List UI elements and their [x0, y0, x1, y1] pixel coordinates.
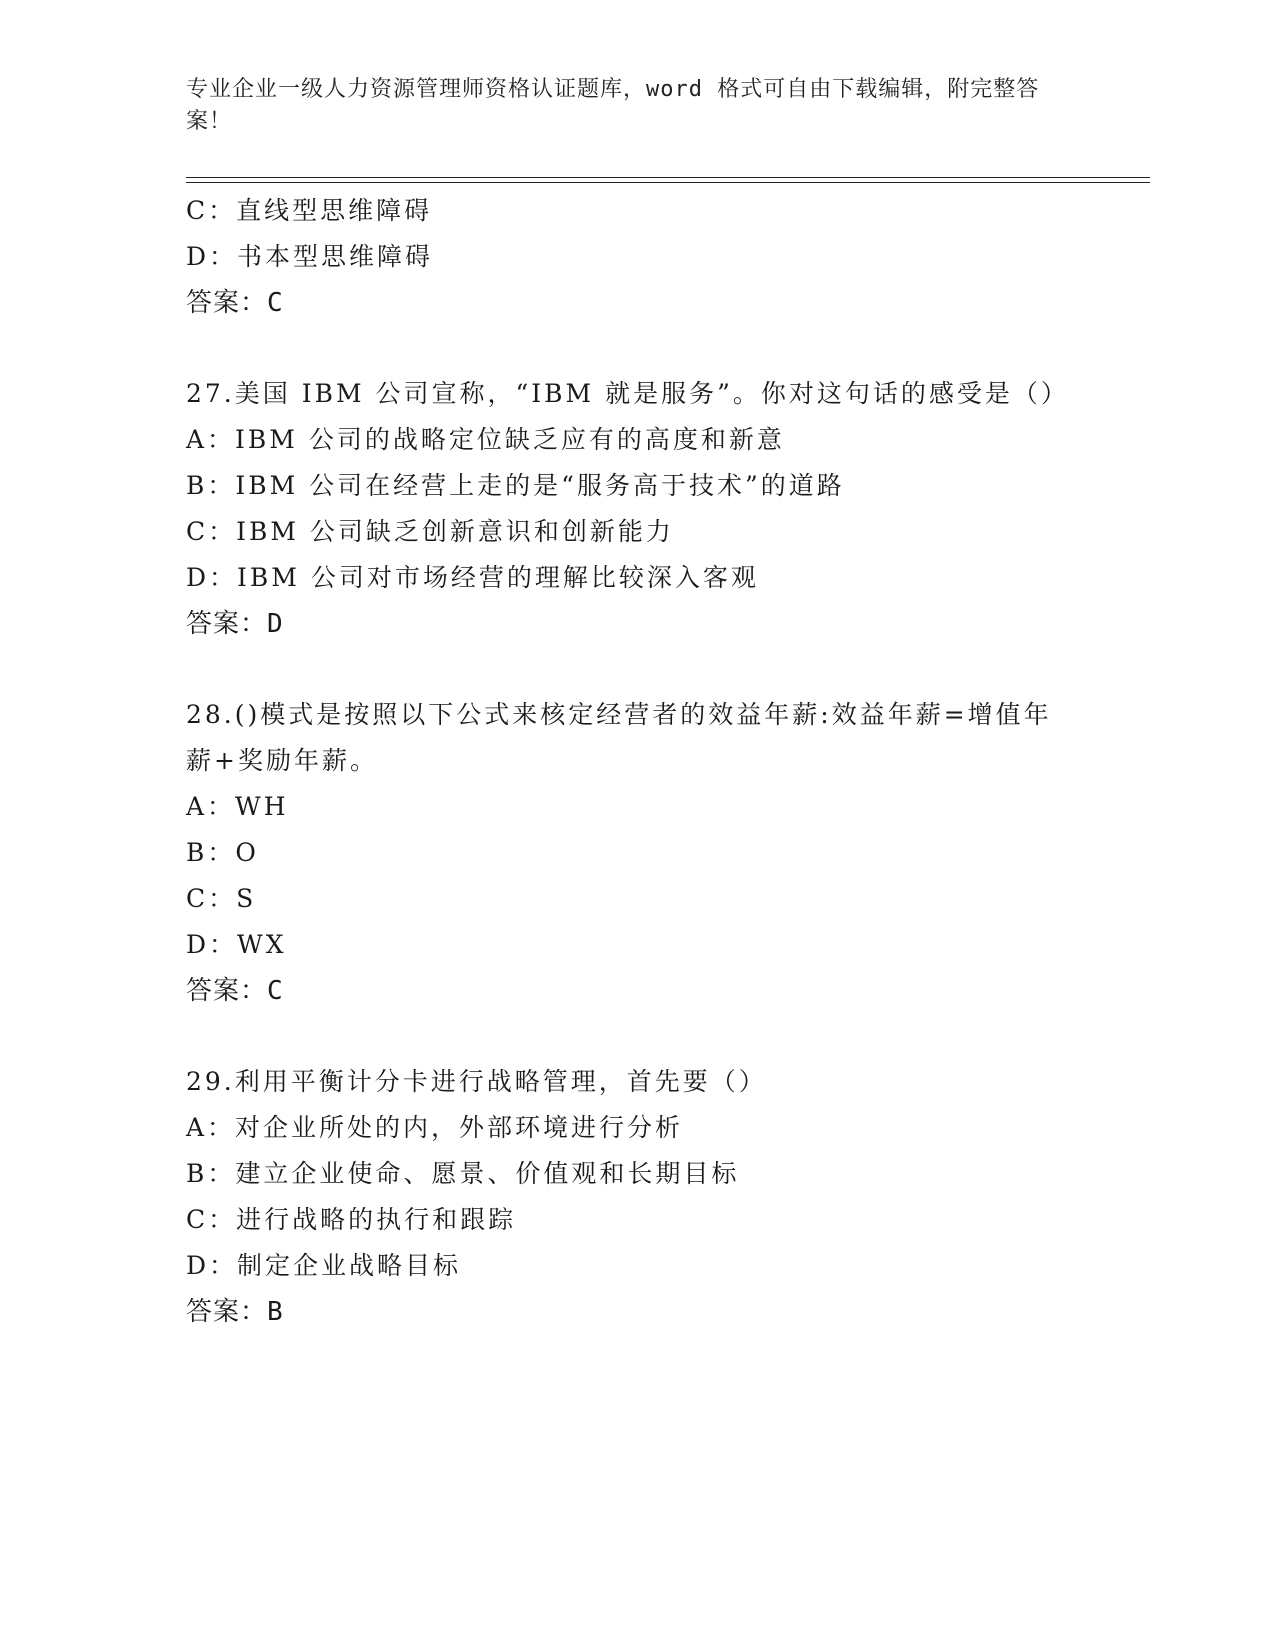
spacer: [186, 326, 1086, 371]
question-text: 28.()模式是按照以下公式来核定经营者的效益年薪:效益年薪=增值年薪+奖励年薪。: [186, 700, 1052, 775]
answer-line: 答案：C: [186, 288, 284, 318]
answer-line: 答案：D: [186, 609, 284, 639]
option-b: B：O: [186, 838, 259, 867]
page-header: 专业企业一级人力资源管理师资格认证题库，word 格式可自由下载编辑，附完整答案！: [186, 77, 1040, 134]
question-list: [186, 188, 1086, 1335]
option-d: D：书本型思维障碍: [186, 242, 434, 271]
option-d: D：制定企业战略目标: [186, 1251, 462, 1280]
question-block-26-continued: [186, 188, 1086, 326]
option-c: C：进行战略的执行和跟踪: [186, 1205, 517, 1234]
option-c: C：S: [186, 884, 257, 913]
header-rule-bottom: [186, 182, 1150, 183]
spacer: [186, 647, 1086, 692]
option-c: C：IBM 公司缺乏创新意识和创新能力: [186, 517, 674, 546]
spacer: [186, 1014, 1086, 1059]
question-block-28: [186, 692, 1086, 1014]
option-a: A：IBM 公司的战略定位缺乏应有的高度和新意: [186, 425, 785, 454]
header-rule-top: [186, 177, 1150, 178]
question-block-29: [186, 1059, 1086, 1335]
option-a: A：WH: [186, 792, 289, 821]
option-d: D：WX: [186, 930, 287, 959]
option-b: B：IBM 公司在经营上走的是“服务高于技术”的道路: [186, 471, 845, 500]
answer-line: 答案：C: [186, 976, 284, 1006]
option-d: D：IBM 公司对市场经营的理解比较深入客观: [186, 563, 759, 592]
question-block-27: [186, 371, 1086, 647]
question-text: 27.美国 IBM 公司宣称，“IBM 就是服务”。你对这句话的感受是（）: [186, 379, 1069, 408]
question-text: 29.利用平衡计分卡进行战略管理，首先要（）: [186, 1067, 767, 1096]
option-a: A：对企业所处的内，外部环境进行分析: [186, 1113, 684, 1142]
option-c: C：直线型思维障碍: [186, 196, 433, 225]
option-b: B：建立企业使命、愿景、价值观和长期目标: [186, 1159, 740, 1188]
answer-line: 答案：B: [186, 1297, 284, 1327]
